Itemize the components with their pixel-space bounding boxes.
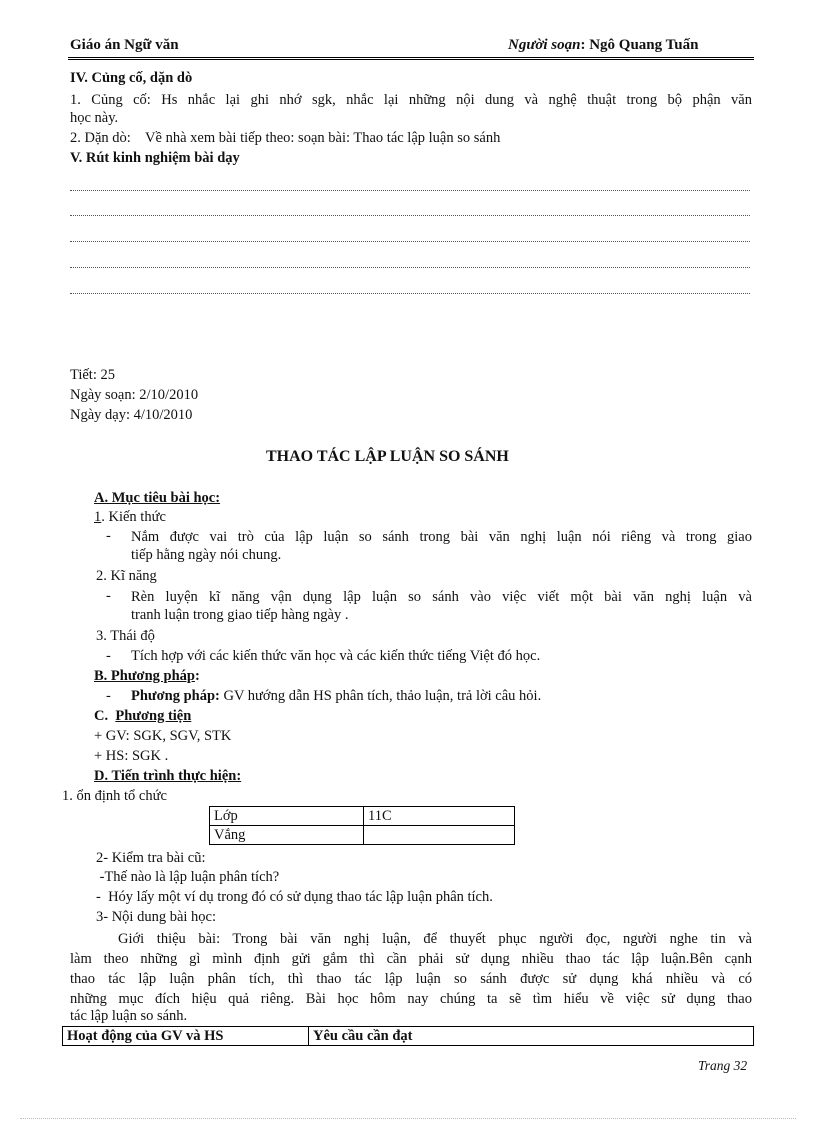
header-rule [68, 57, 754, 58]
bullet-dash: - [106, 528, 111, 544]
attitude-label: 3. Thái độ [96, 628, 155, 644]
part-b-title-text: B. Phương pháp [94, 668, 195, 684]
skills-item: Rèn luyện kĩ năng vận dụng lập luận so sánh vào việc viết một bài văn nghị luận và [131, 589, 752, 605]
date-prepared: Ngày soạn: 2/10/2010 [70, 387, 199, 403]
date-taught: Ngày dạy: 4/10/2010 [70, 407, 193, 423]
knowledge-label [94, 509, 166, 526]
author-name: : Ngô Quang Tuấn [580, 37, 699, 53]
part-b-colon: : [194, 668, 200, 684]
section-4-line2: 2. Dặn dò: Về nhà xem bài tiếp theo: soạn bài: Thao tác lập luận so sánh [70, 130, 501, 146]
activity-table [62, 1026, 754, 1046]
section-4-line1-cont: học này. [70, 110, 119, 126]
part-c-prefix: C. [94, 708, 116, 724]
table-cell [364, 826, 515, 845]
skills-item-cont: tranh luận trong giao tiếp hàng ngày . [131, 607, 349, 623]
dotted-line-2 [70, 215, 750, 216]
bullet-dash: - [106, 648, 111, 664]
dotted-line-4 [70, 267, 750, 268]
part-c-title [94, 708, 191, 725]
method-item [131, 688, 541, 705]
table-row [210, 807, 515, 826]
table-row [63, 1027, 754, 1046]
table-cell: 11C [364, 807, 515, 826]
knowledge-item: Nắm được vai trò của lập luận so sánh trong bài văn nghị luận nói riêng và trong giao [131, 529, 752, 545]
intro-line-4: những mục đích hiệu quả riêng. Bài học hôm nay chúng ta sẽ tìm hiểu về việc sử dụng thao [70, 991, 752, 1007]
activity-col-header: Hoạt động của GV và HS [63, 1027, 309, 1046]
header-left: Giáo án Ngữ văn [70, 37, 179, 53]
header-rule-2 [68, 59, 754, 60]
part-a-title: A. Mục tiêu bài học: [94, 490, 221, 506]
step-1: 1. ổn định tổ chức [62, 788, 167, 804]
question-1: -Thế nào là lập luận phân tích? [96, 869, 280, 885]
intro-line-2: làm theo những gì mình định gửi gắm thì cần phải sử dụng nhiều thao tác lập luận.Bên cạnh [70, 951, 752, 967]
teacher-materials: + GV: SGK, SGV, STK [94, 728, 232, 744]
step-2: 2- Kiểm tra bài cũ: [96, 850, 206, 866]
period: Tiết: 25 [70, 367, 115, 383]
section-4-title: IV. Củng cố, dặn dò [70, 70, 193, 86]
intro-line-5: tác lập luận so sánh. [70, 1008, 188, 1024]
knowledge-text: . Kiến thức [101, 509, 166, 525]
section-4-line1: 1. Củng cố: Hs nhắc lại ghi nhớ sgk, nhắc lại những nội dung và nghệ thuật trong bộ phận văn [70, 92, 752, 108]
table-row [210, 826, 515, 845]
intro-line-3: thao tác lập luận phân tích, thì thao tác lập luận so sánh được sử dụng khá nhiều và có [70, 971, 752, 987]
skills-label: 2. Kĩ năng [96, 568, 157, 584]
page-number: Trang 32 [698, 1058, 748, 1073]
method-text: GV hướng dẫn HS phân tích, thảo luận, trả lời câu hỏi. [219, 688, 542, 704]
dotted-line-1 [70, 190, 750, 191]
dotted-line-3 [70, 241, 750, 242]
bullet-dash: - [106, 588, 111, 604]
class-table [209, 806, 515, 845]
bullet-dash: - [106, 688, 111, 704]
student-materials: + HS: SGK . [94, 748, 169, 764]
header-right [508, 37, 698, 54]
part-d-title: D. Tiến trình thực hiện: [94, 768, 242, 784]
lesson-title: THAO TÁC LẬP LUẬN SO SÁNH [266, 448, 509, 465]
step-3: 3- Nội dung bài học: [96, 909, 217, 925]
knowledge-number: 1 [94, 509, 102, 525]
dotted-line-5 [70, 293, 750, 294]
section-5-title: V. Rút kinh nghiệm bài dạy [70, 150, 240, 166]
table-cell: Lớp [210, 807, 364, 826]
table-cell: Vắng [210, 826, 364, 845]
question-2: - Hóy lấy một ví dụ trong đó có sử dụng thao tác lập luận phân tích. [96, 889, 493, 905]
intro-line-1: Giới thiệu bài: Trong bài văn nghị luận, để thuyết phục người đọc, người nghe tin và [118, 931, 752, 947]
attitude-item: Tích hợp với các kiến thức văn học và các kiến thức tiếng Việt đó học. [131, 648, 541, 664]
part-b-title [94, 668, 200, 685]
requirement-col-header: Yêu cầu cần đạt [309, 1027, 754, 1046]
knowledge-item-cont: tiếp hằng ngày nói chung. [131, 547, 282, 563]
author-label: Người soạn [508, 37, 581, 53]
part-c-title-text: Phương tiện [115, 708, 192, 724]
method-label: Phương pháp: [131, 688, 220, 704]
page-edge [20, 1118, 796, 1119]
